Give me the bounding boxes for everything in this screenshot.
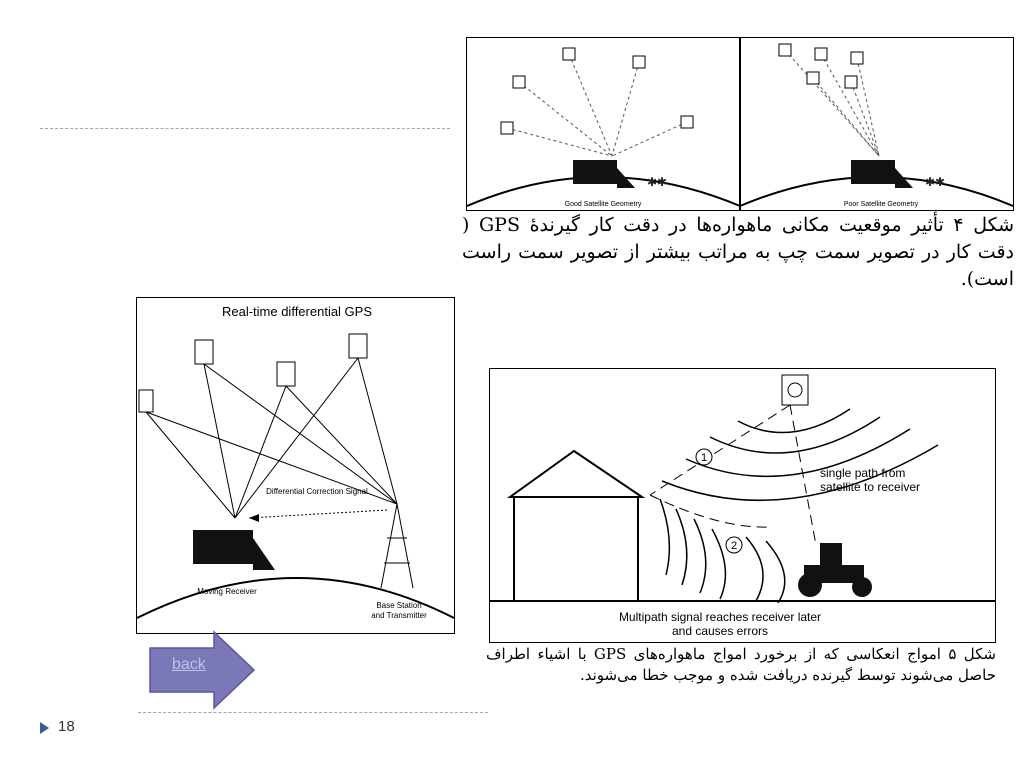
correction-signal-label: Differential Correction Signal — [266, 487, 368, 496]
receiver-vehicle-icon — [193, 530, 253, 564]
page-number: 18 — [58, 718, 75, 735]
satellite-icon — [782, 375, 808, 405]
harvester-icon — [573, 160, 617, 184]
base-station-label: Base Station — [376, 601, 422, 610]
svg-text:✱✱: ✱✱ — [925, 175, 946, 189]
svg-text:✱✱: ✱✱ — [647, 175, 668, 189]
tower-icon — [381, 504, 413, 588]
single-path-label-line2: satellite to receiver — [820, 480, 921, 494]
figure-satellite-geometry — [466, 37, 1014, 211]
bullet-icon — [40, 722, 49, 734]
figure-multipath-svg — [490, 369, 995, 642]
multipath-label-line1: Multipath signal reaches receiver later — [618, 610, 822, 624]
back-link[interactable]: back — [172, 656, 206, 673]
figure-multipath — [489, 368, 996, 643]
single-path-label-line1: single path from — [820, 466, 906, 480]
path-one-marker: 1 — [700, 452, 708, 464]
back-arrow-button[interactable] — [148, 630, 256, 710]
figure-satellite-geometry-svg — [467, 38, 1013, 210]
dgps-title: Real-time differential GPS — [221, 304, 373, 319]
path-two-marker: 2 — [730, 540, 738, 552]
figure5-caption: شکل ۵ امواج انعکاسی که از برخورد امواج ماهواره‌های GPS با اشیاء اطراف حاصل می‌شوند توسط گیرنده دریافت شده و موجب خطا می‌شوند. — [486, 645, 996, 684]
divider-bottom — [138, 712, 488, 713]
multipath-label-line2: and causes errors — [671, 624, 769, 638]
moving-receiver-label: Moving Receiver — [197, 587, 257, 596]
figure-dgps-svg — [137, 298, 454, 633]
divider-top — [40, 128, 450, 129]
barn-icon — [510, 451, 642, 497]
tractor-icon — [798, 543, 872, 597]
transmitter-label: and Transmitter — [371, 611, 427, 620]
good-geometry-label: Good Satellite Geometry — [564, 201, 642, 208]
poor-geometry-label: Poor Satellite Geometry — [843, 201, 919, 208]
figure4-caption: شکل ۴ تأثیر موقعیت مکانی ماهواره‌ها در دقت کار گیرندهٔ GPS ( دقت کار در تصویر سمت چپ به مراتب بیشتر از تصویر سمت راست است). — [462, 214, 1014, 290]
figure-differential-gps — [136, 297, 455, 634]
